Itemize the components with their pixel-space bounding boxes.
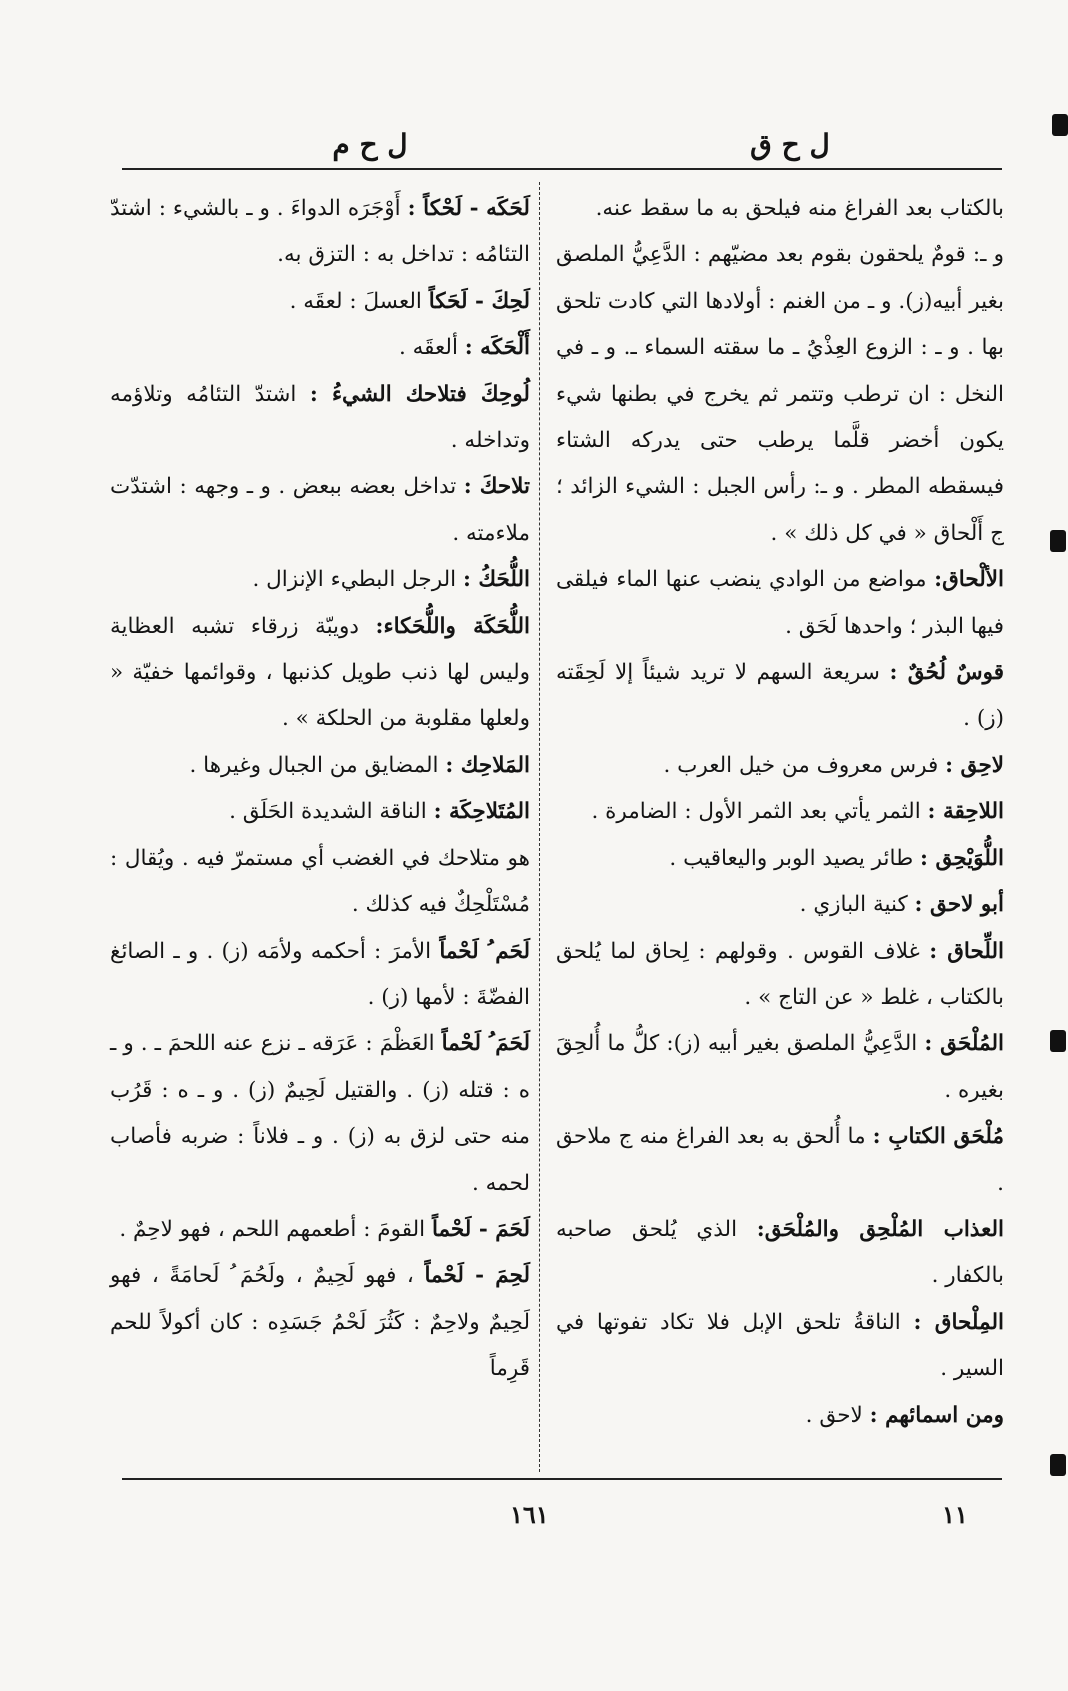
entry-headword: قوسٌ لُحُقٌ : xyxy=(889,660,1004,686)
entry-headword: مُلْحَق الكتابِ : xyxy=(872,1124,1005,1150)
entry xyxy=(110,186,530,279)
entry xyxy=(110,464,530,557)
entry xyxy=(110,789,530,835)
entry xyxy=(556,1114,1004,1207)
entry xyxy=(556,232,1004,557)
entry xyxy=(110,557,530,603)
bottom-rule xyxy=(122,1478,1002,1480)
entry-definition: لاحق . xyxy=(805,1402,863,1428)
entry xyxy=(556,743,1004,789)
entry-headword: اللِّحاق : xyxy=(929,938,1004,964)
entry-headword: لَحَمَ - لَحْماً xyxy=(431,1216,530,1242)
entry-definition: طائر يصيد الوبر واليعاقيب . xyxy=(669,845,914,871)
entry xyxy=(110,1253,530,1392)
signature-number: ١١ xyxy=(942,1500,968,1529)
entry-headword: ومن اسمائهم : xyxy=(869,1402,1004,1428)
entry-definition: أَوْجَرَه الدواءَ . و ـ بالشيء : اشتدّ التئامُه : تداخل به : التزق به. xyxy=(110,196,530,268)
entry-definition: بالكتاب بعد الفراغ منه فيلحق به ما سقط عنه. xyxy=(595,196,1004,221)
entry-definition: هو متلاحك في الغضب أي مستمرّ فيه . ويُقال : مُسْتَلْحِكٌ فيه كذلك . xyxy=(110,845,530,918)
entry-definition: سريعة السهم لا تريد شيئاً إلا لَحِقَته (ز) . xyxy=(556,660,1004,732)
entry-definition: فرس معروف من خيل العرب . xyxy=(663,752,939,778)
entry xyxy=(556,1300,1004,1393)
entry-definition: العسلَ : لعقَه . xyxy=(289,288,422,314)
entry-headword: الألْحاق: xyxy=(934,567,1004,593)
entry xyxy=(556,557,1004,650)
entry-definition: غلاف القوس . وقولهم : لِحاق لما يُلحق بالكتاب ، غلط « عن التاج » . xyxy=(556,938,1004,1010)
entry xyxy=(556,882,1004,928)
binding-mark-mid-2 xyxy=(1050,1030,1066,1052)
entry xyxy=(110,929,530,1022)
entry-headword: اللُّحَكُ : xyxy=(462,567,530,593)
entry-definition: اشتدّ التئامُه وتلاؤمه وتداخله . xyxy=(110,381,530,454)
entry-definition: و ـ: قومٌ يلحقون بقوم بعد مضيّهم : الدَّعِيُّ الملصق بغير أبيه(ز). و ـ من الغنم : أولادها التي كادت تلحق بها . و ـ : الزوع العِذْيُ ـ ما سقته السماء ـ. و ـ في النخل : ان ترطب وتتمر ثم يخرج في بطنها شيء يكون أخضر قلَّما يرطب حتى يدركه الشتاء فيسقطه المطر . و ـ: رأس الجبل : الشيء الزائد ؛ ج أَلْحاق « في كل ذلك » . xyxy=(556,242,1004,546)
entry-definition: الرجل البطيء الإنزال . xyxy=(252,567,457,593)
top-rule xyxy=(122,168,1002,170)
entry xyxy=(556,836,1004,882)
entry xyxy=(556,1207,1004,1300)
entry-definition: تداخل بعضه ببعض . و ـ وجهه : اشتدّت ملاءمته . xyxy=(110,474,530,546)
entry-headword: لَحَكَه - لَحْكاً : xyxy=(407,196,530,221)
entry-headword: أبو لاحق : xyxy=(914,892,1004,918)
entry xyxy=(110,1021,530,1207)
entry-definition: ، فهو لَحِيمٌ ، ولَحُمَ ُ لَحامَةً ، فهو لَحِيمٌ ولاحِمٌ : كَثُرَ لَحْمُ جَسَدِه : كان أكولاً للحم قَرِماً xyxy=(110,1263,530,1382)
entry xyxy=(110,604,530,743)
entry-headword: لَحَمَ ُ لَحْماً xyxy=(441,1031,530,1057)
entry-headword: لَحِمَ - لَحْماً xyxy=(424,1263,530,1289)
entry-headword: تلاحكَ : xyxy=(463,474,530,500)
entry-headword: أَلْحَكَه : xyxy=(464,335,530,361)
entry-headword: المُلْحَق : xyxy=(924,1031,1005,1057)
entry-definition: دويبّة زرقاء تشبه العظاية وليس لها ذنب طويل كذنبها ، وقوائمها خفيّة « ولعلها مقلوبة من الحلكة » . xyxy=(110,613,530,732)
entry-definition: الناقة الشديدة الحَلَق . xyxy=(229,799,427,825)
entry-headword: المِلْحاق : xyxy=(913,1309,1004,1335)
entry xyxy=(556,789,1004,835)
binding-mark-bottom xyxy=(1050,1454,1066,1476)
entry xyxy=(110,1207,530,1253)
entry-headword: لاحِق : xyxy=(945,752,1004,778)
entry-definition: مواضع من الوادي ينضب عنها الماء فيلقى فيها البذر ؛ واحدها لَحَق . xyxy=(556,567,1004,639)
entry-headword: اللاحِقة : xyxy=(927,799,1004,825)
entry xyxy=(110,325,530,371)
entry xyxy=(110,836,530,929)
entry-definition: كنية البازي . xyxy=(799,892,908,918)
entry-headword: العذاب المُلْحِق والمُلْحَق: xyxy=(756,1216,1004,1242)
binding-mark-top xyxy=(1052,114,1068,136)
entry xyxy=(556,1393,1004,1439)
entry-definition: ألعقَه . xyxy=(398,335,458,361)
entry-definition: ما أُلحق به بعد الفراغ منه ج ملاحق . xyxy=(556,1124,1004,1196)
entry xyxy=(556,929,1004,1022)
entry-headword: لَحَم ُ لَحْماً xyxy=(439,938,531,964)
entry-definition: العَظْمَ : عَرَقه ـ نزع عنه اللحمَ ـ . و ـ ه : قتله (ز) . والقتيل لَحِيمٌ (ز) . و ـ ه : قَرُب منه حتى لزق به (ز) . و ـ فلاناً : ضربه فأصاب لحمه . xyxy=(110,1031,530,1196)
entry xyxy=(110,279,530,325)
entry-definition: الثمر يأتي بعد الثمر الأول : الضامرة . xyxy=(591,799,921,825)
entry xyxy=(556,1021,1004,1114)
entry xyxy=(110,743,530,789)
binding-mark-mid-1 xyxy=(1050,530,1066,552)
entry-definition: المضايق من الجبال وغيرها . xyxy=(189,752,439,778)
entry-definition: الدَّعِيُّ الملصق بغير أبيه (ز): كلُّ ما أُلحِقَ بغيره . xyxy=(556,1031,1004,1103)
left-column-header: ل ح م xyxy=(332,128,408,161)
entry-headword: اللُّحَكَة واللُّحَكاء: xyxy=(375,613,530,639)
left-column xyxy=(110,186,530,1393)
column-divider xyxy=(539,182,540,1472)
entry-headword: المَلاحِك : xyxy=(445,752,530,778)
entry-definition: القومَ : أطعمهم اللحم ، فهو لاحِمٌ . xyxy=(119,1216,426,1242)
entry xyxy=(110,372,530,465)
entry xyxy=(556,186,1004,232)
right-column-header: ل ح ق xyxy=(750,128,830,161)
page-number: ١٦١ xyxy=(510,1500,549,1529)
entry xyxy=(556,650,1004,743)
entry-definition: الناقةُ تلحق الإبل فلا تكاد تفوتها في السير . xyxy=(556,1309,1004,1382)
entry-headword: اللُّوَيْحِق : xyxy=(920,845,1004,871)
entry-definition: الأمرَ : أحكمه ولأمَه (ز) . و ـ الصائغ الفضّةَ : لأمها (ز) . xyxy=(110,938,530,1010)
entry-headword: لَحِكَ - لَحَكاً xyxy=(428,288,530,314)
entry-headword: لُوحِكَ فتلاحك الشيءُ : xyxy=(309,381,530,407)
entry-headword: المُتَلاحِكَة : xyxy=(433,799,530,825)
right-column xyxy=(556,186,1004,1439)
entry-definition: الذي يُلحق صاحبه بالكفار . xyxy=(556,1216,1004,1289)
